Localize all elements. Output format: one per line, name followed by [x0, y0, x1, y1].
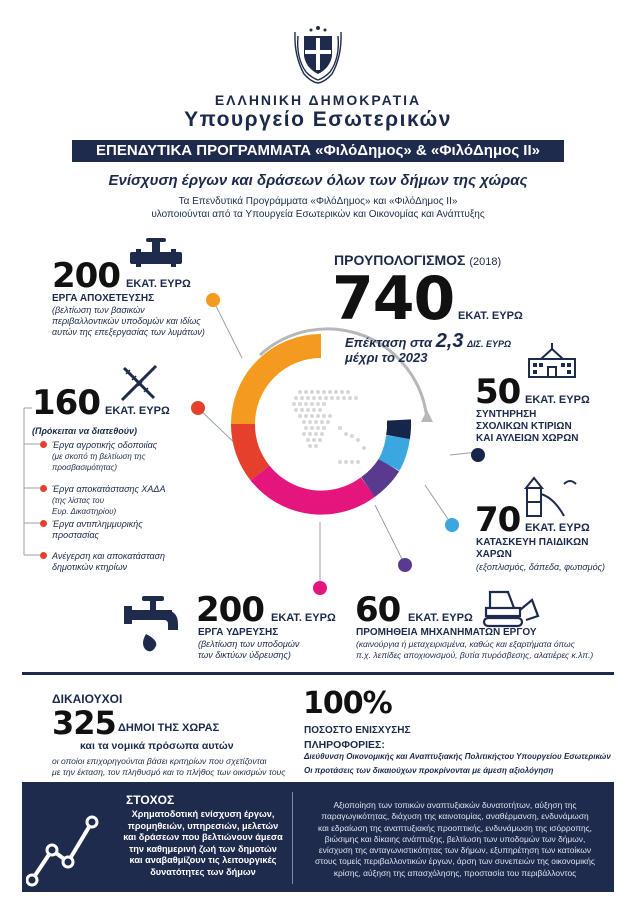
- bullet-landfill-title: Έργα αποκατάστασης ΧΑΔΑ: [52, 484, 166, 494]
- machinery-desc-1: (καινούργια ή μεταχειρισμένα, καθώς και εξαρτήματα όπως: [356, 639, 575, 649]
- bullet-flood-sub: προστασίας: [52, 530, 99, 540]
- ring-segment-playground: [389, 437, 398, 465]
- arrow-up-icon: [421, 410, 433, 422]
- extension-amount: 2,3: [435, 330, 464, 352]
- dot-water: [313, 581, 327, 595]
- info-text: Διεύθυνση Οικονομικής και Αναπτυξιακής Πολιτικήςτου Υπουργείου Εσωτερικών: [304, 752, 611, 761]
- ring-segment-water: [260, 473, 368, 503]
- bullet-dot: [40, 441, 47, 448]
- budget-year: (2018): [469, 256, 502, 268]
- ring-segment-schools: [398, 420, 399, 437]
- connector-line: [375, 505, 405, 565]
- bullet-buildings-title: Ανέγερση και αποκατάσταση: [52, 551, 166, 561]
- goal-line-4: την καθημερινή ζωή των δημοτών: [129, 843, 277, 854]
- machinery-amount: 60: [355, 590, 401, 630]
- bullet-rural-roads-sub-2: προσβασιμότητας): [52, 463, 118, 472]
- dot-machinery: [398, 558, 412, 572]
- beneficiaries-line-2: και τα νομικά πρόσωπα αυτών: [80, 740, 234, 752]
- dot-schools: [471, 448, 485, 462]
- bullet-landfill-sub-2: Ευρ. Δικαστηρίου): [52, 507, 117, 516]
- budget-amount: 740: [332, 264, 455, 334]
- section-divider: [22, 672, 614, 675]
- goal-detail-7: κρίσης, αύξηση της απασχόλησης, προστασία του περιβάλλοντος: [333, 867, 577, 878]
- goal-lines: [120, 809, 286, 878]
- machinery-desc-2: π.χ. λεπίδες αποχιονισμού, βυτία πυρόσβεσης, αλατιέρες κ.λπ.): [356, 650, 594, 660]
- greece-map-icon: [292, 390, 366, 464]
- machinery-unit: ΕΚΑΤ. ΕΥΡΩ: [408, 612, 473, 624]
- goal-details: [300, 800, 610, 879]
- ring-segment-sewage: [243, 346, 321, 424]
- bullet-dot: [40, 552, 47, 559]
- water-desc-2: των δικτύων ύδρευσης): [198, 650, 291, 660]
- bullet-buildings-sub: δημοτικών κτηρίων: [52, 562, 128, 572]
- ring-segment-160: [243, 424, 260, 473]
- dot-sewage: [206, 293, 220, 307]
- playgrounds-unit: ΕΚΑΤ. ΕΥΡΩ: [525, 522, 590, 534]
- intro-line-2: υλοποιούνται από τα Υπουργεία Εσωτερικών και Οικονομίας και Ανάπτυξης: [151, 209, 485, 220]
- budget-label-text: ΠΡΟΥΠΟΛΟΓΙΣΜΟΣ: [334, 252, 466, 268]
- dot-playground: [445, 518, 459, 532]
- programs-title-band: ΕΠΕΝΔΥΤΙΚΑ ΠΡΟΓΡΑΜΜΑΤΑ «ΦιλόΔημος» & «ΦιλόΔημος ΙΙ»: [72, 140, 564, 162]
- schools-label-3: ΚΑΙ ΑΥΛΕΙΩΝ ΧΩΡΩΝ: [476, 433, 579, 444]
- goal-line-6: δυνατότητες των δήμων: [150, 866, 256, 877]
- sewage-unit: ΕΚΑΤ. ΕΥΡΩ: [126, 278, 191, 290]
- sewage-desc-3: αυτών της επεξεργασίας των λυμάτων): [52, 327, 205, 337]
- goal-divider: [292, 792, 293, 884]
- republic-title: ΕΛΛΗΝΙΚΗ ΔΗΜΟΚΡΑΤΙΑ: [214, 92, 422, 108]
- playground-icon: [520, 476, 580, 518]
- goal-line-5: και αναβαθμίζουν τις λειτουργικές: [129, 855, 277, 865]
- subtitle: Ενίσχυση έργων και δράσεων όλων των δήμων της χώρας: [108, 172, 528, 189]
- goal-line-3: και δράσεων που βελτιώνουν άμεσα: [123, 832, 283, 842]
- playgrounds-label-1: ΚΑΤΑΣΚΕΥΗ ΠΑΙΔΙΚΩΝ: [476, 537, 589, 548]
- extension-prefix: Επέκταση στα: [345, 335, 433, 350]
- sewage-desc-1: (βελτίωση των βασικών: [52, 305, 145, 315]
- goal-line-1: Χρηματοδοτική ενίσχυση έργων,: [131, 809, 275, 819]
- water-label: ΕΡΓΑ ΥΔΡΕΥΣΗΣ: [198, 627, 279, 638]
- schools-unit: ΕΚΑΤ. ΕΥΡΩ: [525, 394, 590, 406]
- goal-detail-2: παραγωγικότητας, διάχυση της καινοτομίας, αναθέρμανση, ενδυνάμωση: [321, 811, 589, 822]
- school-building-icon: [527, 343, 577, 379]
- pencil-ruler-icon: [118, 362, 160, 404]
- info-title: ΠΛΗΡΟΦΟΡΙΕΣ:: [304, 739, 385, 751]
- bullet-dot: [40, 520, 47, 527]
- beneficiaries-amount: 325: [52, 704, 116, 742]
- beneficiaries-desc-1: οι οποίοι επιχορηγούνται βάσει κριτηρίων που σχετίζονται: [52, 756, 267, 766]
- funding-note: Οι προτάσεις των δικαιούχων προκρίνονται με άμεση αξιολόγηση: [304, 766, 554, 775]
- beneficiaries-unit: ΔΗΜΟΙ ΤΗΣ ΧΩΡΑΣ: [118, 722, 220, 734]
- budget-unit: ΕΚΑΤ. ΕΥΡΩ: [458, 310, 523, 322]
- distribute-unit: ΕΚΑΤ. ΕΥΡΩ: [105, 405, 170, 417]
- extension-unit: ΔΙΣ. ΕΥΡΩ: [467, 339, 512, 349]
- goal-title: ΣΤΟΧΟΣ: [126, 793, 175, 807]
- schools-amount: 50: [475, 372, 521, 412]
- distribute-amount: 160: [32, 383, 100, 423]
- sewage-amount: 200: [52, 256, 120, 296]
- goal-line-2: προμηθειών, υπηρεσιών, μελετών: [127, 820, 279, 831]
- goal-detail-6: στους τομείς περιβαλλοντικών έργων, άρση των συνεπειών της οικονομικής: [315, 856, 595, 867]
- sewage-label: ΕΡΓΑ ΑΠΟΧΕΤΕΥΣΗΣ: [52, 293, 155, 304]
- machinery-label: ΠΡΟΜΗΘΕΙΑ ΜΗΧΑΝΗΜΑΤΩΝ ΕΡΓΟΥ: [356, 627, 537, 638]
- playgrounds-label-2: ΧΑΡΩΝ: [476, 549, 512, 560]
- bullet-rural-roads-sub-1: (με σκοπό τη βελτίωση της: [52, 452, 146, 461]
- distribute-note: (Πρόκειται να διατεθούν): [32, 426, 138, 436]
- goal-detail-1: Αξιοποίηση των τοπικών αναπτυξιακών δυνατοτήτων, αύξηση της: [333, 800, 577, 810]
- sewage-desc-2: περιβαλλοντικών υποδομών και ιδίως: [52, 316, 201, 326]
- connector-line: [213, 300, 242, 358]
- goal-detail-4: βιώσιμης και δίκαιης ανάπτυξης, βελτίωση των υποδομών των δήμων,: [324, 833, 586, 844]
- bullet-landfill-sub-1: (της λίστας του: [52, 496, 105, 505]
- bullet-buildings: [52, 551, 165, 573]
- water-desc-1: (βελτίωση των υποδομών: [198, 639, 300, 649]
- ministry-title: Υπουργείο Εσωτερικών: [184, 108, 452, 131]
- schools-label-1: ΣΥΝΤΗΡΗΣΗ: [476, 409, 537, 420]
- beneficiaries-title: ΔΙΚΑΙΟΥΧΟΙ: [52, 692, 123, 706]
- connector-line: [425, 485, 452, 525]
- intro-line-1: Τα Επενδυτικά Προγράμματα «ΦιλόΔημος» και «ΦιλόΔημος ΙΙ»: [178, 196, 458, 207]
- extension-year: μέχρι το 2023: [345, 350, 428, 365]
- bullet-landfill: [52, 484, 165, 517]
- playgrounds-amount: 70: [475, 500, 521, 540]
- pipe-valve-icon: [130, 238, 182, 272]
- bullet-rural-roads: [52, 440, 157, 473]
- dot-160: [191, 401, 205, 415]
- faucet-icon: [124, 596, 190, 654]
- chart-trend-icon: [26, 792, 102, 888]
- funding-label: ΠΟΣΟΣΤΟ ΕΝΙΣΧΥΣΗΣ: [304, 725, 411, 736]
- schools-label-2: ΣΧΟΛΙΚΩΝ ΚΤΙΡΙΩΝ: [476, 421, 572, 432]
- goal-detail-5: ενίσχυση της ανταγωνιστικότητας των δήμων, εξυπηρέτηση των κατοίκων: [318, 845, 592, 856]
- beneficiaries-desc-2: με την έκταση, τον πληθυσμό και το πλήθος των οικισμών τους: [52, 767, 286, 777]
- bullet-rural-roads-title: Έργα αγροτικής οδοποιίας: [52, 440, 158, 450]
- bullet-flood-title: Έργα αντιπλημμυρικής: [52, 519, 143, 529]
- bullet-flood: [52, 519, 143, 541]
- water-amount: 200: [196, 590, 264, 630]
- bullet-dot: [40, 485, 47, 492]
- goal-detail-3: και εδραίωση της αναπτυξιακής προοπτικής, ενδυνάμωση της ισόρροπης,: [317, 822, 592, 833]
- playgrounds-desc: (εξοπλισμός, δάπεδα, φωτισμός): [476, 562, 605, 572]
- funding-percent: 100%: [303, 686, 392, 721]
- bulldozer-icon: [476, 586, 542, 628]
- water-unit: ΕΚΑΤ. ΕΥΡΩ: [271, 612, 336, 624]
- ring-segment-machinery: [368, 465, 389, 487]
